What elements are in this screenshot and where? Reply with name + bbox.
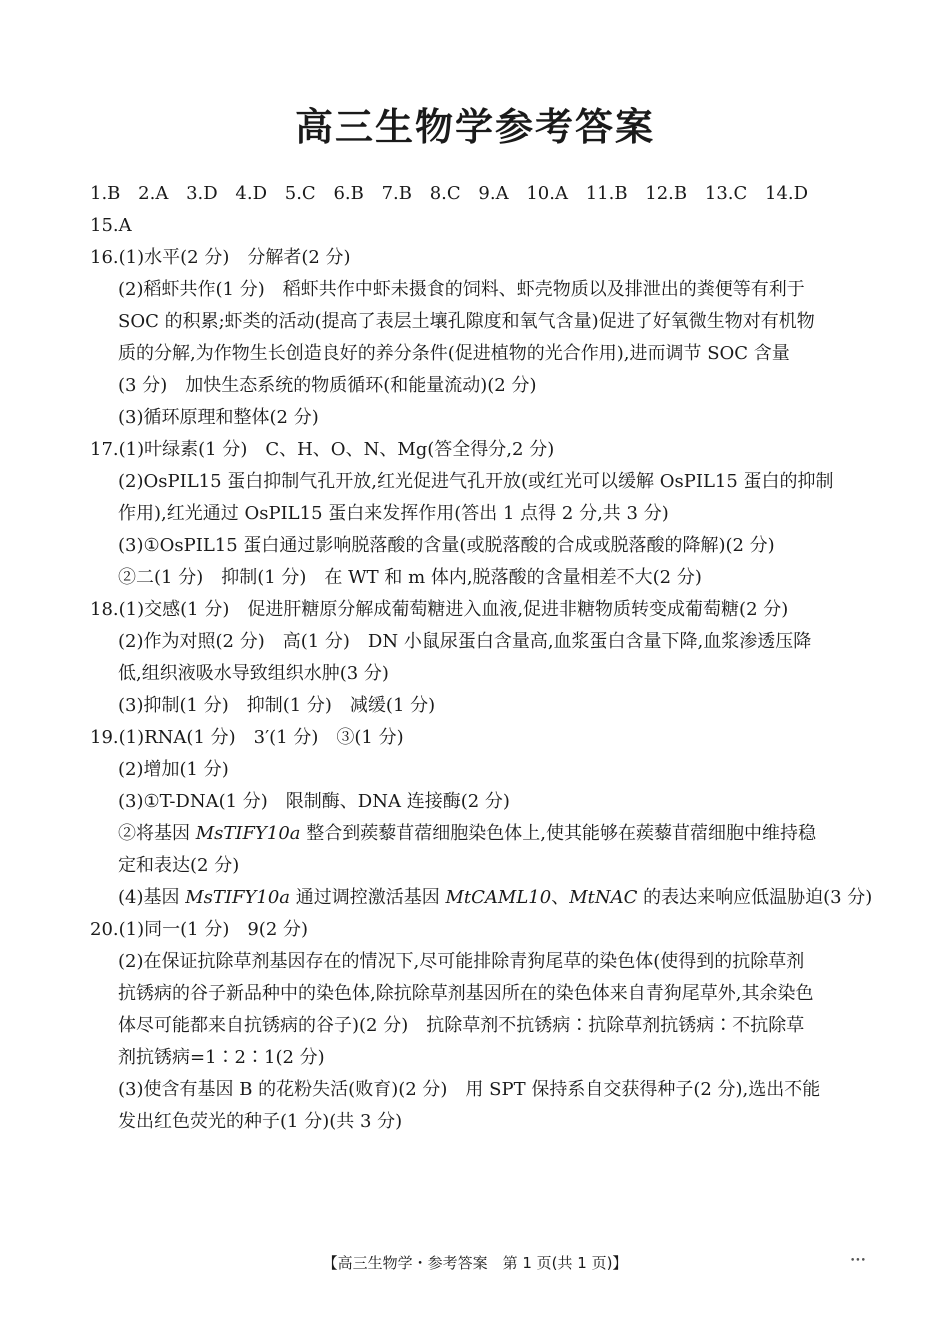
q18-part2-line: 低,组织液吸水导致组织水肿(3 分) [118, 663, 389, 684]
q17-part2-line: (2)OsPIL15 蛋白抑制气孔开放,红光促进气孔开放(或红光可以缓解 OsPIL15 蛋白的抑制 [118, 471, 834, 492]
q20-part2-line: 抗锈病的谷子新品种中的染色体,除抗除草剂基因所在的染色体来自青狗尾草外,其余染色 [118, 983, 814, 1004]
mc-answer: 1.B [90, 183, 121, 204]
q16-part2-line: SOC 的积累;虾类的活动(提高了表层土壤孔隙度和氧气含量)促进了好氧微生物对有机物 [118, 311, 815, 332]
mc-answer: 7.B [381, 183, 412, 204]
q17-part2-line: 作用),红光通过 OsPIL15 蛋白来发挥作用(答出 1 点得 2 分,共 3 分) [118, 503, 669, 524]
q19-part2: (2)增加(1 分) [118, 759, 229, 780]
q20-part1: 20.(1)同一(1 分) 9(2 分) [90, 919, 309, 940]
gene-name: MsTIFY10a [195, 823, 301, 844]
mc-answer: 8.C [429, 183, 461, 204]
mc-answer: 11.B [585, 183, 628, 204]
q19-part3b-line: 定和表达(2 分) [118, 855, 240, 876]
gene-name: MsTIFY10a [185, 887, 291, 908]
text-segment: 、 [551, 887, 570, 908]
mc-answer: 4.D [235, 183, 268, 204]
q16-part2-line: (3 分) 加快生态系统的物质循环(和能量流动)(2 分) [118, 375, 537, 396]
q20-part2-line: 体尽可能都来自抗锈病的谷子)(2 分) 抗除草剂不抗锈病∶抗除草剂抗锈病∶不抗除草 [118, 1015, 805, 1036]
q20-part2-line: 剂抗锈病=1∶2∶1(2 分) [118, 1047, 325, 1068]
text-segment: 整合到蒺藜苜蓿细胞染色体上,使其能够在蒺藜苜蓿细胞中维持稳 [300, 823, 816, 844]
q20-part2-line: (2)在保证抗除草剂基因存在的情况下,尽可能排除青狗尾草的染色体(使得到的抗除草剂 [118, 951, 805, 972]
q16-part3: (3)循环原理和整体(2 分) [118, 407, 319, 428]
q17-part3-line: ②二(1 分) 抑制(1 分) 在 WT 和 m 体内,脱落酸的含量相差不大(2 分) [118, 567, 702, 588]
mc-answer: 9.A [478, 183, 509, 204]
mc-answer: 10.A [526, 183, 568, 204]
q17-part3-line: (3)①OsPIL15 蛋白通过影响脱落酸的含量(或脱落酸的合成或脱落酸的降解)(2 分) [118, 535, 775, 556]
mc-answer-15: 15.A [90, 215, 132, 236]
q19-part1: 19.(1)RNA(1 分) 3′(1 分) ③(1 分) [90, 727, 404, 748]
mc-answer: 3.D [186, 183, 218, 204]
text-segment: 的表达来响应低温胁迫(3 分) [637, 887, 873, 908]
mc-answer: 12.B [645, 183, 688, 204]
gene-name: MtCAML10 [445, 887, 552, 908]
page-title: 高三生物学参考答案 [294, 105, 655, 149]
text-segment: 通过调控激活基因 [290, 887, 446, 908]
q20-part3-line: 发出红色荧光的种子(1 分)(共 3 分) [118, 1111, 403, 1132]
mc-answer: 14.D [765, 183, 809, 204]
q18-part3: (3)抑制(1 分) 抑制(1 分) 减缓(1 分) [118, 695, 436, 716]
text-segment: (4)基因 [118, 887, 186, 908]
q19-part4 [118, 882, 872, 914]
q16-part1: 16.(1)水平(2 分) 分解者(2 分) [90, 247, 351, 268]
mc-answers-row [90, 178, 820, 210]
q19-part3b-line [118, 818, 816, 850]
q18-part2-line: (2)作为对照(2 分) 高(1 分) DN 小鼠尿蛋白含量高,血浆蛋白含量下降,血浆渗透压降 [118, 631, 812, 652]
q16-part2-line: 质的分解,为作物生长创造良好的养分条件(促进植物的光合作用),进而调节 SOC 含量 [118, 343, 790, 364]
page-footer: 【高三生物学・参考答案 第 1 页(共 1 页)】 [322, 1254, 628, 1272]
q17-part1: 17.(1)叶绿素(1 分) C、H、O、N、Mg(答全得分,2 分) [90, 439, 555, 460]
q19-part3: (3)①T-DNA(1 分) 限制酶、DNA 连接酶(2 分) [118, 791, 510, 812]
mc-answer: 6.B [333, 183, 364, 204]
gene-name: MtNAC [569, 887, 638, 908]
q18-part1: 18.(1)交感(1 分) 促进肝糖原分解成葡萄糖进入血液,促进非糖物质转变成葡萄糖(2 分) [90, 599, 789, 620]
text-segment: ②将基因 [118, 823, 196, 844]
mc-answer: 13.C [704, 183, 748, 204]
corner-mark: ••• [850, 1256, 866, 1266]
mc-answer: 5.C [284, 183, 316, 204]
mc-answer: 2.A [138, 183, 169, 204]
q20-part3-line: (3)使含有基因 B 的花粉失活(败育)(2 分) 用 SPT 保持系自交获得种子(2 分),选出不能 [118, 1079, 821, 1100]
q16-part2-line: (2)稻虾共作(1 分) 稻虾共作中虾未摄食的饲料、虾壳物质以及排泄出的粪便等有利于 [118, 279, 805, 300]
